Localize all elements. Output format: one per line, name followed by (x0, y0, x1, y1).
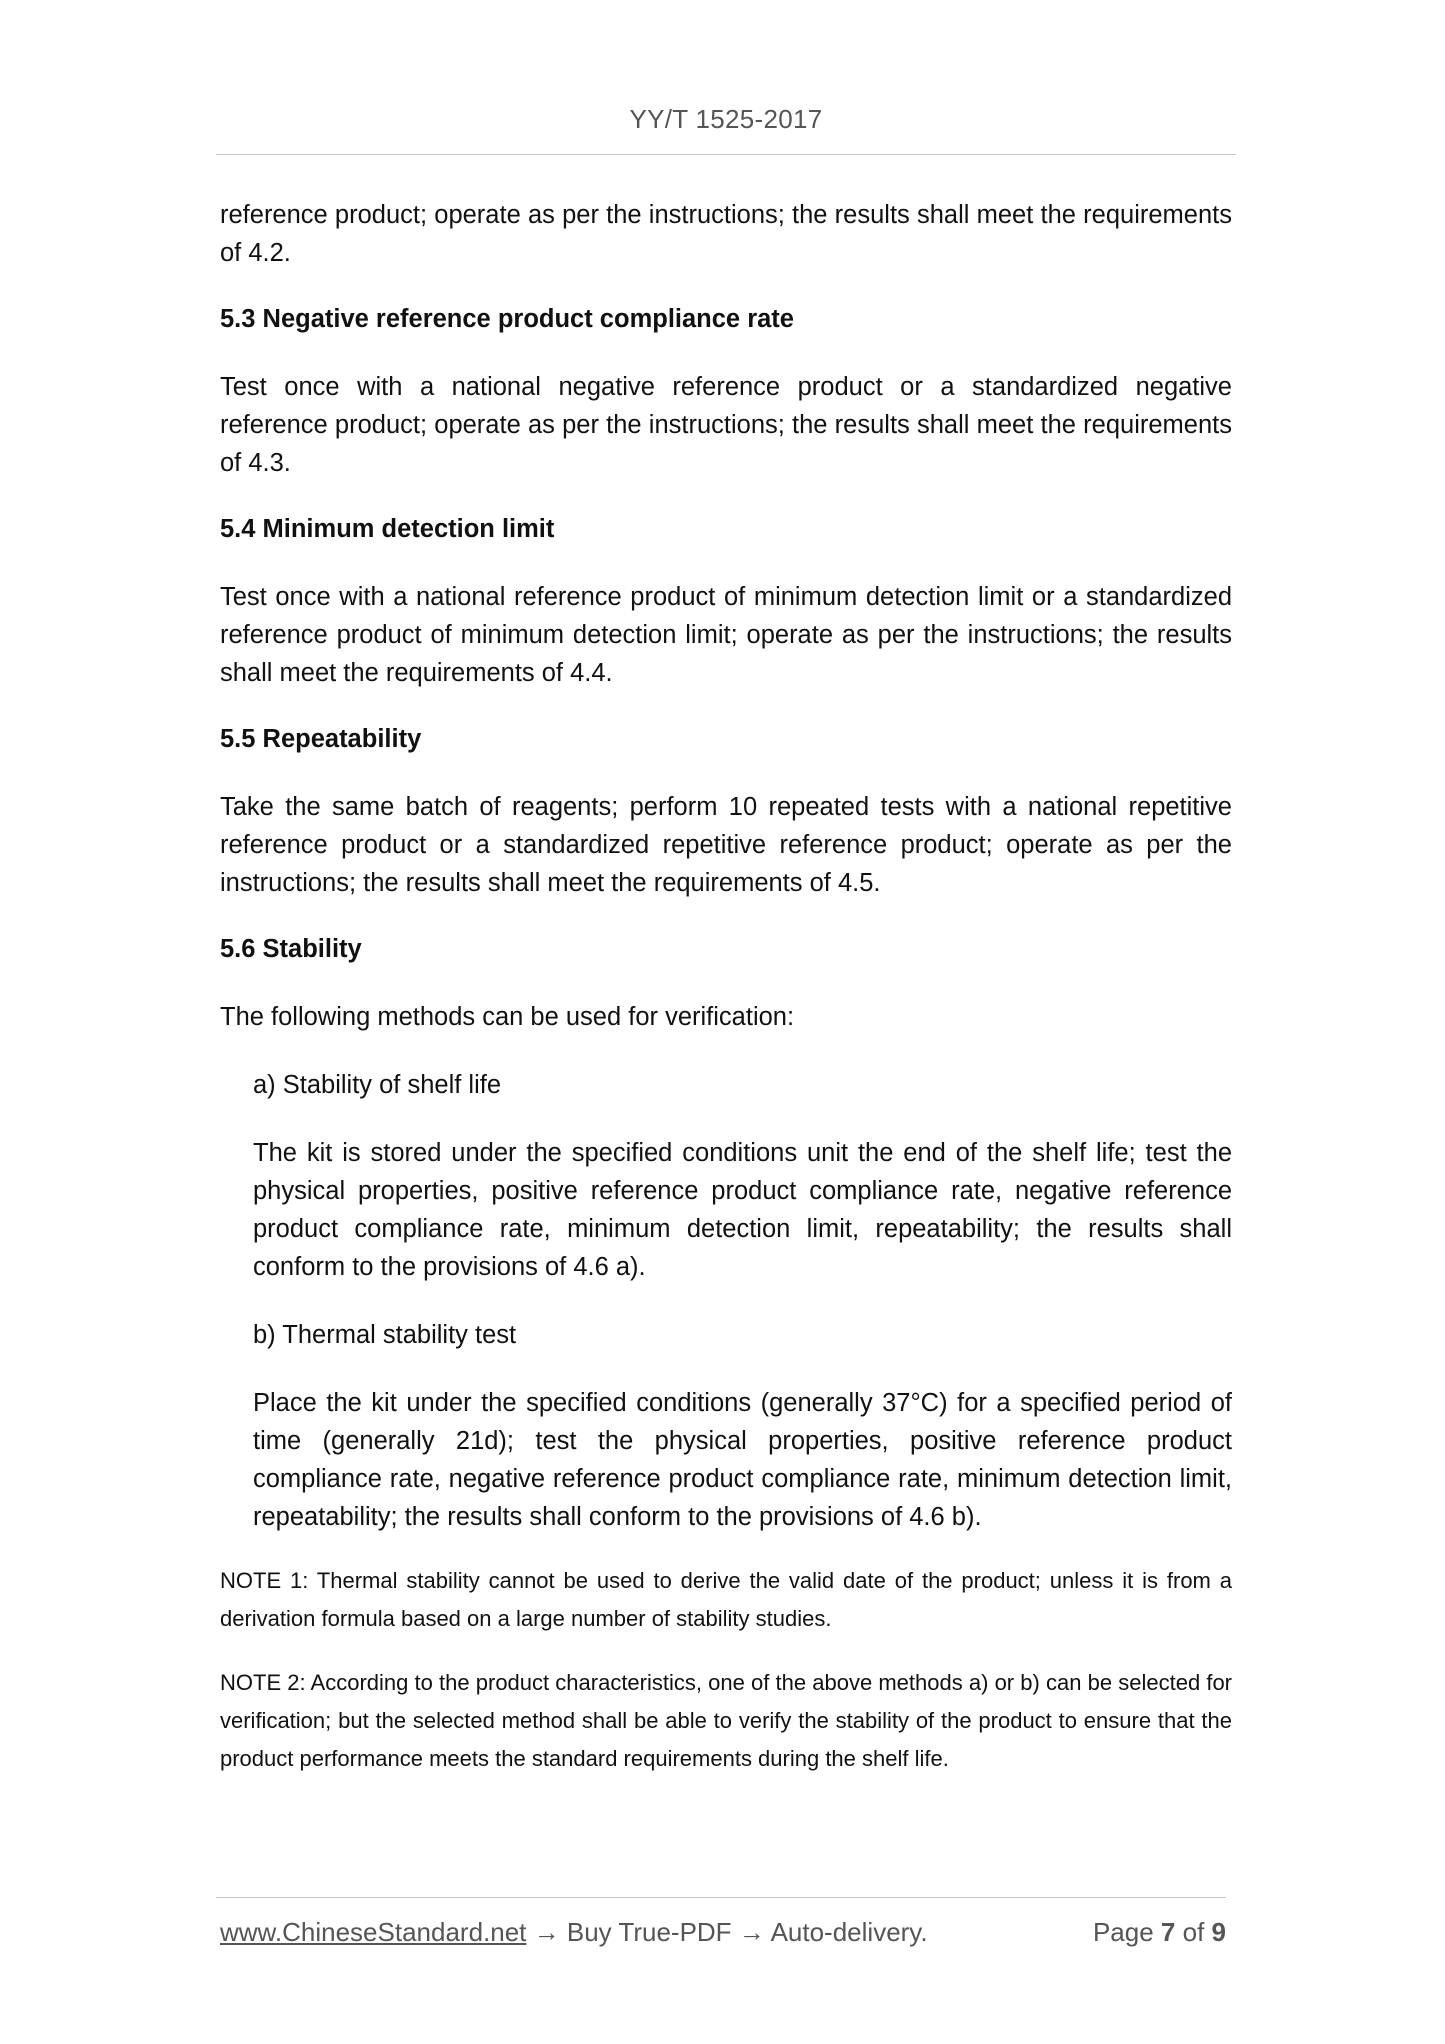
paragraph-5-3: Test once with a national negative reference product or a standardized negative reference product; operate as per the instructions; the results shall meet the requirements of 4.3. (220, 373, 1232, 477)
list-item-b-label: b) Thermal stability test (253, 1321, 517, 1349)
page-label: Page (1092, 1917, 1154, 1947)
page-total: 9 (1211, 1917, 1226, 1947)
paragraph-5-6-intro: The following methods can be used for verification: (220, 1003, 795, 1031)
page-body (220, 196, 1232, 1778)
section-heading-5-6: 5.6 Stability (220, 935, 362, 963)
page-footer (220, 1912, 1226, 1952)
list-item-b-text: Place the kit under the specified conditions (generally 37°C) for a specified period of time (generally 21d); test the physical properties, positive reference product compliance rate, negative reference product compliance rate, minimum detection limit, repeatability; the results shall conform to the provisions of 4.6 b). (253, 1389, 1232, 1531)
paragraph-5-5: Take the same batch of reagents; perform 10 repeated tests with a national repetitive reference product or a standardized repetitive reference product; operate as per the instructions; the results shall meet the requirements of 4.5. (220, 793, 1232, 897)
section-heading-5-5: 5.5 Repeatability (220, 725, 422, 753)
website-link[interactable]: www.ChineseStandard.net (220, 1917, 527, 1947)
page-indicator (1093, 1912, 1226, 1952)
footer-divider (216, 1897, 1226, 1898)
note-2: NOTE 2: According to the product characteristics, one of the above methods a) or b) can be selected for verification; but the selected method shall be able to verify the stability of the product to ensure that the product performance meets the standard requirements during the shelf life. (220, 1670, 1232, 1771)
header-divider (216, 154, 1236, 155)
footer-tagline: → Buy True-PDF → Auto-delivery. (526, 1917, 928, 1947)
document-code: YY/T 1525-2017 (629, 104, 823, 134)
list-item-a-text: The kit is stored under the specified conditions unit the end of the shelf life; test the physical properties, positive reference product compliance rate, negative reference product compliance rate, minimum detection limit, repeatability; the results shall conform to the provisions of 4.6 a). (253, 1139, 1232, 1281)
paragraph-5-4: Test once with a national reference product of minimum detection limit or a standardized reference product of minimum detection limit; operate as per the instructions; the results shall meet the requirements of 4.4. (220, 583, 1232, 687)
section-heading-5-4: 5.4 Minimum detection limit (220, 515, 555, 543)
of-label: of (1182, 1917, 1205, 1947)
section-heading-5-3: 5.3 Negative reference product compliance rate (220, 305, 794, 333)
paragraph-continuation: reference product; operate as per the instructions; the results shall meet the requirements of 4.2. (220, 201, 1232, 267)
note-1: NOTE 1: Thermal stability cannot be used to derive the valid date of the product; unless it is from a derivation formula based on a large number of stability studies. (220, 1568, 1232, 1631)
page-number: 7 (1160, 1917, 1176, 1947)
list-item-a-label: a) Stability of shelf life (253, 1071, 502, 1099)
